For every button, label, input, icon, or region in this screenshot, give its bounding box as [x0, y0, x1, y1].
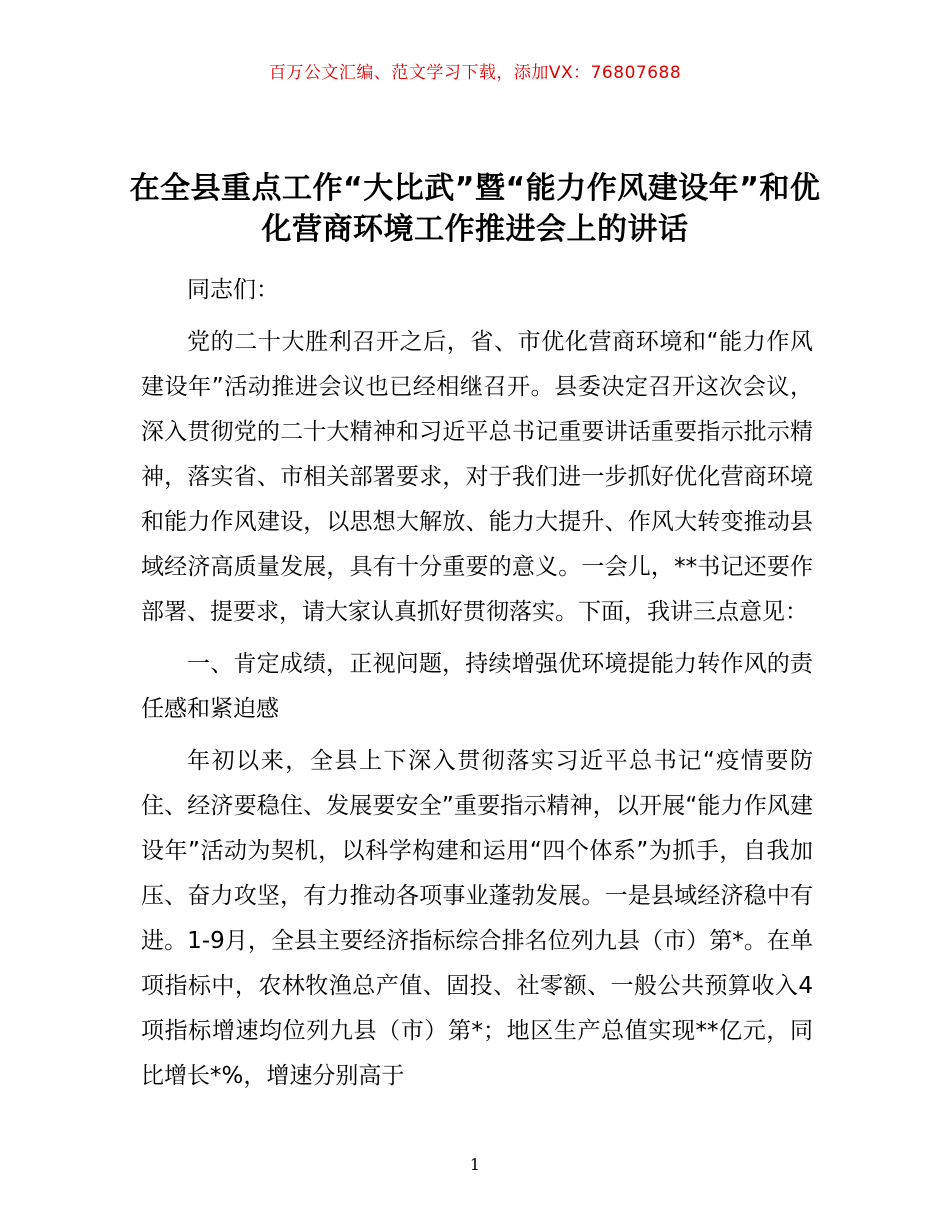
- paragraph-salutation: 同志们：: [187, 277, 279, 303]
- page-number: 1: [469, 1155, 481, 1174]
- document-title: 在全县重点工作“大比武”暨“能力作风建设年”和优化营商环境工作推进会上的讲话: [129, 171, 821, 247]
- paragraph-achievements: 年初以来，全县上下深入贯彻落实习近平总书记“疫情要防住、经济要稳住、发展要安全”重要指示精神，以开展“能力作风建设年”活动为契机，以科学构建和运用“四个体系”为抓手，自我加压、奋力攻坚，有力推动各项事业蓬勃发展。一是县域经济稳中有进。1-9月，全县主要经济指标综合排名位列九县（市）第*。在单项指标中，农林牧渔总产值、固投、社零额、一般公共预算收入4项指标增速均位列九县（市）第*；地区生产总值实现**亿元，同比增长*%，增速分别高于: [141, 748, 813, 1089]
- header-banner: 百万公文汇编、范文学习下载，添加VX：76807688: [268, 63, 682, 83]
- document-body: [141, 268, 813, 1106]
- paragraph-heading-1: 一、肯定成绩，正视问题，持续增强优环境提能力转作风的责任感和紧迫感: [141, 651, 813, 722]
- paragraph-intro: 党的二十大胜利召开之后，省、市优化营商环境和“能力作风建设年”活动推进会议也已经相继召开。县委决定召开这次会议，深入贯彻党的二十大精神和习近平总书记重要讲话重要指示批示精神，落实省、市相关部署要求，对于我们进一步抓好优化营商环境和能力作风建设，以思想大解放、能力大提升、作风大转变推动县域经济高质量发展，具有十分重要的意义。一会儿，**书记还要作部署、提要求，请大家认真抓好贯彻落实。下面，我讲三点意见：: [141, 329, 813, 625]
